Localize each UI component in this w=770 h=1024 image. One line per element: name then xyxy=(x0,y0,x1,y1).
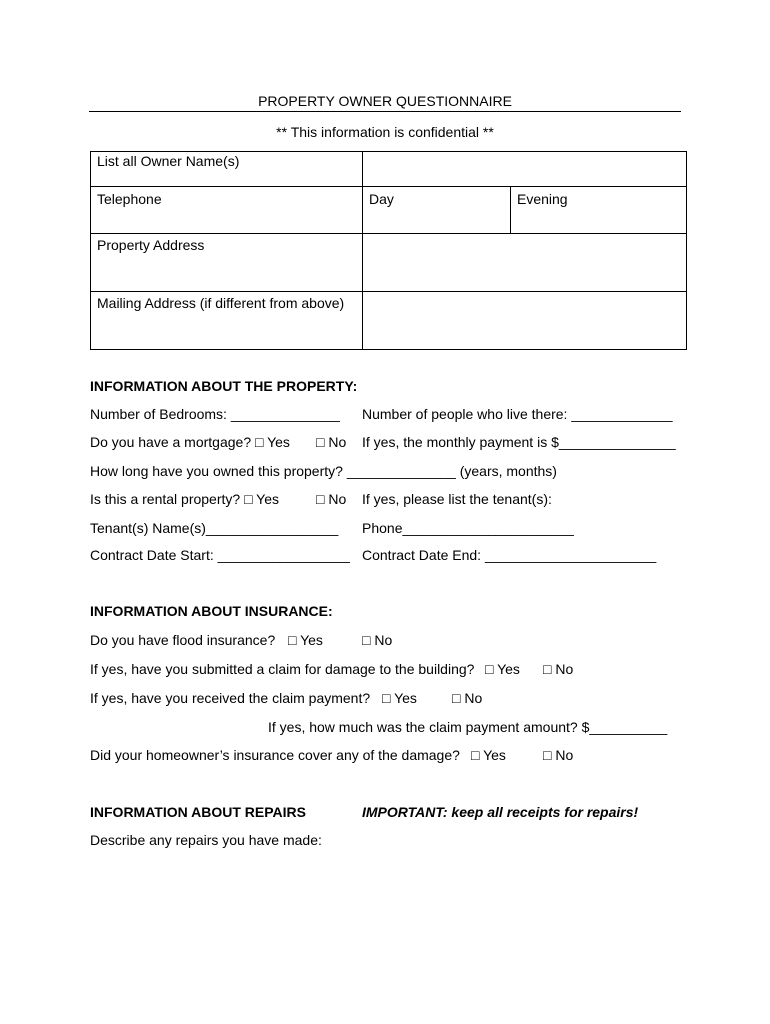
rental-yes-checkbox[interactable]: Is this a rental property? □ Yes xyxy=(90,491,280,507)
rental-no-checkbox[interactable]: □ No xyxy=(316,491,347,507)
telephone-label: Telephone xyxy=(91,187,363,234)
bedrooms-field[interactable]: Number of Bedrooms: ______________ xyxy=(90,406,340,422)
claim-amount-field[interactable]: If yes, how much was the claim payment amount? $__________ xyxy=(268,719,668,735)
flood-no-checkbox[interactable]: □ No xyxy=(362,632,393,648)
property-address-field[interactable] xyxy=(363,234,687,292)
homeowner-insurance-question: Did your homeowner’s insurance cover any of the damage? xyxy=(90,747,460,763)
page-title: PROPERTY OWNER QUESTIONNAIRE xyxy=(258,93,512,109)
confidential-notice: ** This information is confidential ** xyxy=(276,124,494,140)
claim-no-checkbox[interactable]: □ No xyxy=(543,661,574,677)
claim-yes-checkbox[interactable]: □ Yes xyxy=(485,661,520,677)
monthly-payment-field[interactable]: If yes, the monthly payment is $_______________ xyxy=(362,434,676,450)
claim-submitted-question: If yes, have you submitted a claim for damage to the building? xyxy=(90,661,475,677)
property-section-heading: INFORMATION ABOUT THE PROPERTY: xyxy=(90,378,358,394)
table-row xyxy=(91,152,687,187)
payment-no-checkbox[interactable]: □ No xyxy=(452,690,483,706)
day-phone-field[interactable]: Day xyxy=(363,187,511,234)
insurance-section-heading: INFORMATION ABOUT INSURANCE: xyxy=(90,603,333,619)
receipts-warning: IMPORTANT: keep all receipts for repairs! xyxy=(362,804,639,820)
property-address-label: Property Address xyxy=(91,234,363,292)
contract-end-field[interactable]: Contract Date End: ______________________ xyxy=(362,547,657,563)
table-row xyxy=(91,234,687,292)
occupants-field[interactable]: Number of people who live there: _____________ xyxy=(362,406,673,422)
payment-yes-checkbox[interactable]: □ Yes xyxy=(382,690,417,706)
flood-yes-checkbox[interactable]: □ Yes xyxy=(288,632,323,648)
contract-start-field[interactable]: Contract Date Start: _________________ xyxy=(90,547,350,563)
owner-names-field[interactable] xyxy=(363,152,687,187)
tenants-list-label: If yes, please list the tenant(s): xyxy=(362,491,552,507)
mortgage-no-checkbox[interactable]: □ No xyxy=(316,434,347,450)
mailing-address-field[interactable] xyxy=(363,292,687,350)
table-row xyxy=(91,187,687,234)
tenant-phone-field[interactable]: Phone______________________ xyxy=(362,520,574,536)
owner-info-table xyxy=(90,151,687,350)
homeowner-yes-checkbox[interactable]: □ Yes xyxy=(471,747,506,763)
table-row xyxy=(91,292,687,350)
title-divider xyxy=(89,111,681,112)
homeowner-no-checkbox[interactable]: □ No xyxy=(543,747,574,763)
mailing-address-label: Mailing Address (if different from above) xyxy=(91,292,363,350)
tenant-names-field[interactable]: Tenant(s) Name(s)_________________ xyxy=(90,520,339,536)
repairs-description-label: Describe any repairs you have made: xyxy=(90,832,322,848)
mortgage-yes-checkbox[interactable]: Do you have a mortgage? □ Yes xyxy=(90,434,290,450)
claim-payment-question: If yes, have you received the claim payment? xyxy=(90,690,371,706)
owner-names-label: List all Owner Name(s) xyxy=(91,152,363,187)
evening-phone-field[interactable]: Evening xyxy=(511,187,687,234)
flood-insurance-question: Do you have flood insurance? xyxy=(90,632,276,648)
repairs-section-heading: INFORMATION ABOUT REPAIRS xyxy=(90,804,306,820)
ownership-duration-field[interactable]: How long have you owned this property? ______________ (years, months) xyxy=(90,463,557,479)
